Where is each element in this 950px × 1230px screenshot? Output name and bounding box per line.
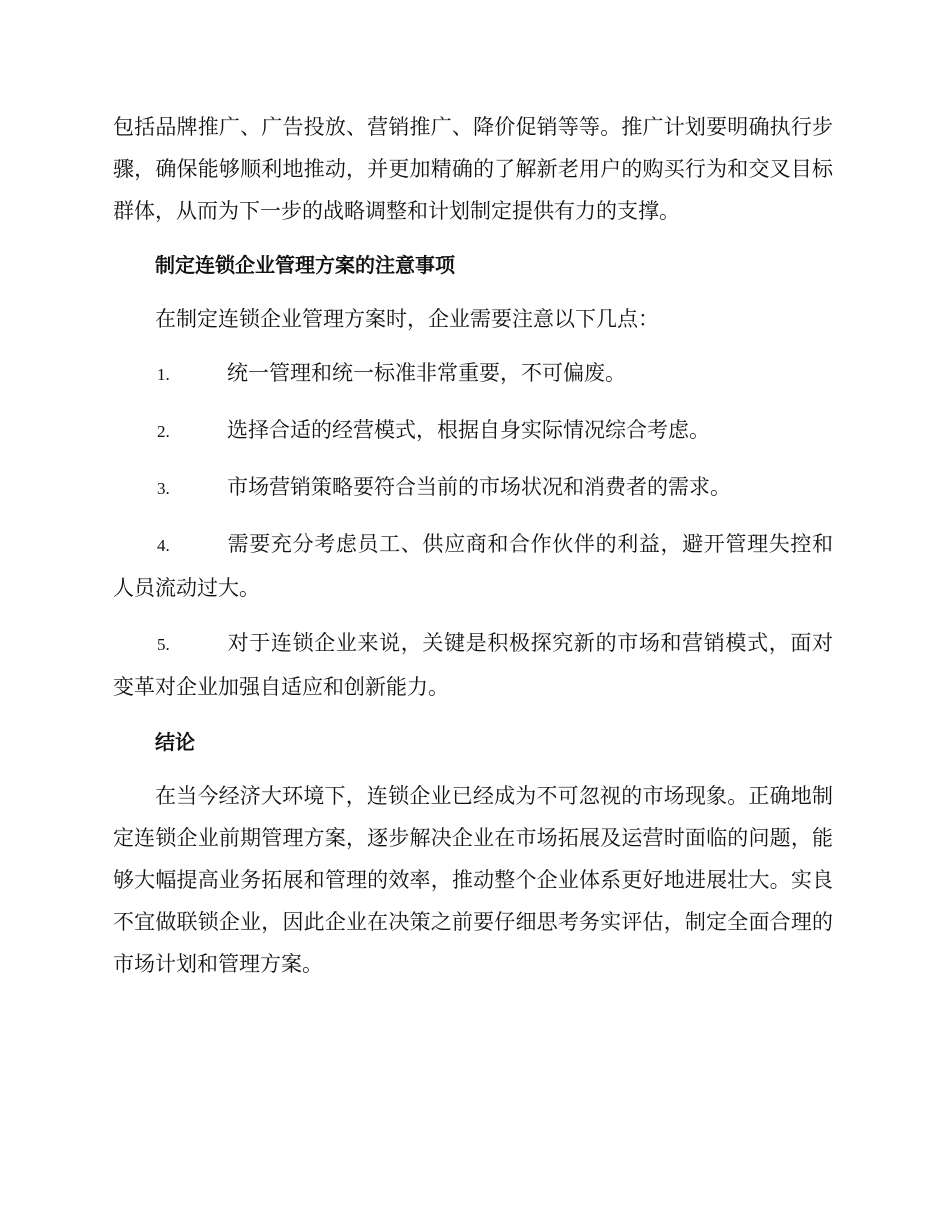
section-intro: 在制定连锁企业管理方案时，企业需要注意以下几点：	[155, 307, 659, 331]
document-body	[113, 106, 833, 985]
precautions-list	[113, 352, 833, 708]
list-text: 统一管理和统一标准非常重要，不可偏废。	[227, 361, 626, 385]
list-item	[113, 352, 833, 396]
list-text: 选择合适的经营模式，根据自身实际情况综合考虑。	[227, 418, 710, 442]
list-number: 1.	[157, 365, 170, 384]
list-number: 4.	[157, 536, 170, 555]
list-item	[113, 523, 833, 609]
list-text: 对于连锁企业来说，关键是积极探究新的市场和营销模式，面对变革对企业加强自适应和创新能力。	[113, 631, 833, 699]
section-heading-precautions: 制定连锁企业管理方案的注意事项	[155, 253, 455, 277]
list-text: 市场营销策略要符合当前的市场状况和消费者的需求。	[227, 475, 731, 499]
list-item	[113, 466, 833, 510]
opening-paragraph: 包括品牌推广、广告投放、营销推广、降价促销等等。推广计划要明确执行步骤，确保能够顺利地推动，并更加精确的了解新老用户的购买行为和交叉目标群体，从而为下一步的战略调整和计划制定提供有力的支撑。	[113, 115, 833, 223]
list-item	[113, 409, 833, 453]
conclusion-paragraph: 在当今经济大环境下，连锁企业已经成为不可忽视的市场现象。正确地制定连锁企业前期管理方案，逐步解决企业在市场拓展及运营时面临的问题，能够大幅提高业务拓展和管理的效率，推动整个企业体系更好地进展壮大。实良不宜做联锁企业，因此企业在决策之前要仔细思考务实评估，制定全面合理的市场计划和管理方案。	[113, 784, 833, 976]
list-number: 5.	[157, 635, 170, 654]
list-item	[113, 622, 833, 708]
list-number: 3.	[157, 479, 170, 498]
list-text: 需要充分考虑员工、供应商和合作伙伴的利益，避开管理失控和人员流动过大。	[113, 532, 833, 600]
section-heading-conclusion: 结论	[155, 730, 195, 754]
list-number: 2.	[157, 422, 170, 441]
